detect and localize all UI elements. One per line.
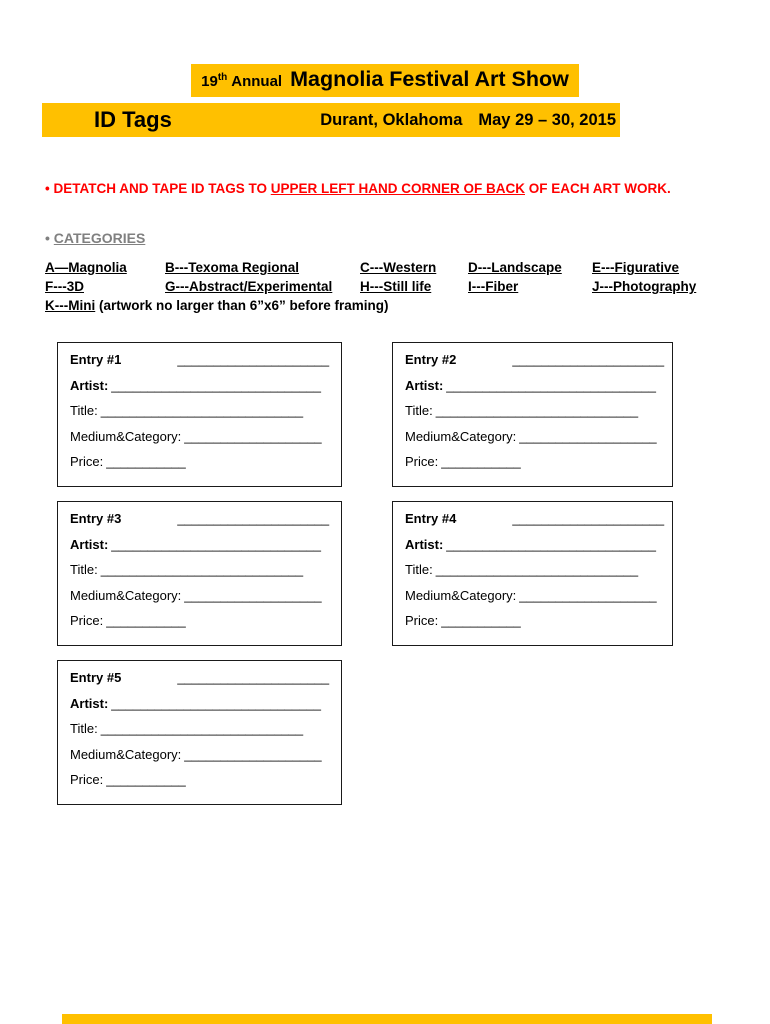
title-blank: ____________________________ [435, 403, 639, 418]
price-blank: ___________ [441, 454, 521, 469]
medium-line [70, 588, 335, 603]
price-line [70, 772, 335, 787]
title-row [0, 64, 770, 97]
medium-category-label: Medium&Category: [405, 587, 517, 603]
categories-list [45, 258, 725, 315]
artist-label: Artist: [405, 377, 444, 393]
entry-name-blank: _____________________ [512, 352, 665, 367]
price-blank: ___________ [106, 454, 186, 469]
medium-line [70, 747, 335, 762]
entry-name-blank: _____________________ [512, 511, 665, 526]
bottom-highlight-bar [62, 1014, 712, 1024]
subtitle-bar [42, 103, 620, 137]
category-b-texoma-regional: B---Texoma Regional [165, 260, 300, 275]
title-label: Title: [70, 562, 98, 577]
id-tags-heading: ID Tags [94, 107, 172, 132]
date-range: May 29 – 30, 2015 [478, 110, 616, 129]
entry-header-line [70, 511, 335, 526]
title-annual [201, 73, 282, 90]
entry-name-blank: _____________________ [177, 670, 330, 685]
category-k-mini: K---Mini [45, 298, 96, 313]
artist-blank: _____________________________ [446, 536, 656, 552]
categories-heading-text: CATEGORIES [53, 230, 146, 246]
entry-header-line [70, 670, 335, 685]
entry-box-5 [57, 660, 342, 805]
medium-category-label: Medium&Category: [70, 587, 182, 603]
price-label: Price: [405, 613, 439, 628]
artist-line [405, 378, 666, 393]
category-f-3d: F---3D [45, 279, 84, 294]
title-blank: ____________________________ [100, 721, 304, 736]
medium-line [405, 588, 666, 603]
main-title-highlight [191, 64, 579, 97]
category-j-photography: J---Photography [592, 279, 697, 294]
page-title: Magnolia Festival Art Show [290, 67, 569, 91]
entry-number-label: Entry #2 [405, 352, 457, 367]
entry-name-blank: _____________________ [177, 352, 330, 367]
categories-bullet: • [45, 230, 54, 246]
categories-row-3 [45, 296, 725, 315]
artist-label: Artist: [70, 536, 109, 552]
entry-number-label: Entry #5 [70, 670, 122, 685]
title-blank: ____________________________ [435, 562, 639, 577]
category-k-note: (artwork no larger than 6”x6” before framing) [95, 298, 389, 313]
price-line [405, 613, 666, 628]
category-e-figurative: E---Figurative [592, 260, 680, 275]
title-year-number: 19 [201, 73, 218, 90]
entry-number-label: Entry #3 [70, 511, 122, 526]
category-a-magnolia: A—Magnolia [45, 260, 127, 275]
medium-category-label: Medium&Category: [405, 428, 517, 444]
category-h-still-life: H---Still life [360, 279, 432, 294]
category-i-fiber: I---Fiber [468, 279, 519, 294]
medium-line [70, 429, 335, 444]
artist-line [70, 378, 335, 393]
artist-label: Artist: [70, 377, 109, 393]
price-label: Price: [405, 454, 439, 469]
id-tags-grid [57, 342, 770, 805]
title-blank: ____________________________ [100, 562, 304, 577]
instruction-bullet: • [45, 181, 54, 196]
entry-box-3 [57, 501, 342, 646]
title-line [70, 403, 335, 418]
price-label: Price: [70, 613, 104, 628]
medium-blank: ___________________ [519, 587, 657, 603]
title-annual-word: Annual [231, 73, 283, 90]
entry-number-label: Entry #1 [70, 352, 122, 367]
title-line [405, 562, 666, 577]
title-blank: ____________________________ [100, 403, 304, 418]
location-date [320, 111, 616, 130]
price-line [70, 454, 335, 469]
artist-line [405, 537, 666, 552]
price-line [70, 613, 335, 628]
title-label: Title: [70, 721, 98, 736]
medium-blank: ___________________ [184, 428, 322, 444]
instruction-text-pre: DETATCH AND TAPE ID TAGS TO [53, 181, 271, 196]
location-text: Durant, Oklahoma [320, 110, 463, 129]
title-line [70, 721, 335, 736]
artist-blank: _____________________________ [111, 695, 321, 711]
medium-blank: ___________________ [519, 428, 657, 444]
entry-number-label: Entry #4 [405, 511, 457, 526]
artist-blank: _____________________________ [111, 377, 321, 393]
price-blank: ___________ [106, 613, 186, 628]
price-label: Price: [70, 772, 104, 787]
artist-blank: _____________________________ [111, 536, 321, 552]
price-blank: ___________ [106, 772, 186, 787]
price-label: Price: [70, 454, 104, 469]
artist-label: Artist: [70, 695, 109, 711]
medium-blank: ___________________ [184, 746, 322, 762]
instruction-line [45, 181, 770, 196]
entry-header-line [405, 352, 666, 367]
title-line [70, 562, 335, 577]
medium-blank: ___________________ [184, 587, 322, 603]
entry-name-blank: _____________________ [177, 511, 330, 526]
artist-blank: _____________________________ [446, 377, 656, 393]
entry-header-line [405, 511, 666, 526]
categories-row-2 [45, 277, 725, 296]
entry-box-1 [57, 342, 342, 487]
medium-category-label: Medium&Category: [70, 428, 182, 444]
medium-category-label: Medium&Category: [70, 746, 182, 762]
medium-line [405, 429, 666, 444]
title-label: Title: [70, 403, 98, 418]
category-g-abstract-experimental: G---Abstract/Experimental [165, 279, 333, 294]
artist-line [70, 696, 335, 711]
instruction-text-underlined: UPPER LEFT HAND CORNER OF BACK [270, 181, 525, 196]
artist-label: Artist: [405, 536, 444, 552]
title-year-ordinal: th [217, 72, 228, 83]
artist-line [70, 537, 335, 552]
categories-row-1 [45, 258, 725, 277]
category-d-landscape: D---Landscape [468, 260, 562, 275]
title-line [405, 403, 666, 418]
price-line [405, 454, 666, 469]
instruction-text-post: OF EACH ART WORK. [525, 181, 671, 196]
entry-header-line [70, 352, 335, 367]
entry-box-2 [392, 342, 673, 487]
title-label: Title: [405, 562, 433, 577]
categories-heading [45, 230, 770, 246]
category-c-western: C---Western [360, 260, 437, 275]
entry-box-4 [392, 501, 673, 646]
title-label: Title: [405, 403, 433, 418]
price-blank: ___________ [441, 613, 521, 628]
